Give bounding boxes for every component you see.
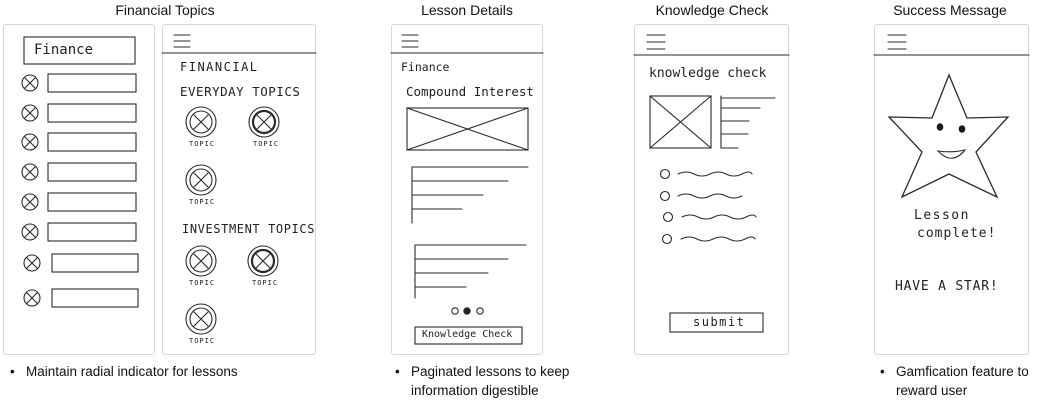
- radio-icon: [661, 170, 670, 179]
- note-text: Maintain radial indicator for lessons: [26, 364, 238, 379]
- topic-button[interactable]: [186, 304, 216, 334]
- question-text-lines: [721, 96, 775, 148]
- hamburger-icon[interactable]: [402, 35, 418, 47]
- image-placeholder: [650, 96, 711, 148]
- hamburger-icon[interactable]: [888, 35, 906, 49]
- topic-button[interactable]: [186, 107, 216, 137]
- success-message-line2: complete!: [917, 226, 997, 241]
- answer-option[interactable]: [663, 235, 756, 244]
- sidebar-item[interactable]: [22, 193, 136, 211]
- knowledge-check-heading: knowledge check: [649, 66, 767, 81]
- sidebar-item[interactable]: [22, 223, 136, 241]
- radio-icon: [664, 213, 673, 222]
- sidebar-list: [22, 74, 138, 307]
- breadcrumb[interactable]: Finance: [401, 60, 450, 74]
- topic-label: TOPIC: [252, 279, 279, 287]
- sidebar-item[interactable]: [22, 104, 136, 122]
- topic-button[interactable]: [186, 165, 216, 195]
- note-financial-topics: [10, 361, 310, 383]
- note-text-line2: reward user: [896, 383, 968, 398]
- note-lesson-details: [395, 361, 595, 403]
- radio-icon: [663, 235, 672, 244]
- sidebar-item[interactable]: [24, 289, 138, 307]
- topic-button[interactable]: [249, 107, 279, 137]
- radio-icon: [661, 192, 670, 201]
- answer-option[interactable]: [661, 170, 753, 179]
- bullet-dot: •: [395, 364, 400, 379]
- title-financial-topics: Financial Topics: [115, 2, 215, 18]
- hamburger-icon[interactable]: [174, 35, 190, 47]
- answer-option[interactable]: [664, 213, 757, 222]
- note-text-line2: information digestible: [411, 383, 539, 398]
- text-block: [412, 167, 528, 223]
- topic-label: TOPIC: [189, 337, 216, 345]
- topic-button[interactable]: [248, 246, 278, 276]
- bullet-dot: •: [10, 364, 15, 379]
- title-knowledge-check: Knowledge Check: [655, 2, 769, 18]
- sidebar-item[interactable]: [22, 133, 136, 151]
- star-smiley-icon: [889, 75, 1008, 197]
- section-heading-everyday-topics: EVERYDAY TOPICS: [180, 84, 301, 99]
- sidebar-item[interactable]: [22, 74, 136, 92]
- sidebar-item[interactable]: [24, 254, 138, 272]
- note-success-message: [880, 361, 1058, 403]
- title-success-message: Success Message: [893, 2, 1007, 18]
- text-block: [415, 245, 526, 298]
- topic-label: TOPIC: [189, 140, 216, 148]
- answer-option[interactable]: [661, 192, 743, 201]
- bullet-dot: •: [880, 364, 885, 379]
- submit-button-label[interactable]: submit: [693, 315, 746, 329]
- sidebar-item[interactable]: [22, 163, 136, 181]
- pagination-dots[interactable]: [452, 308, 483, 314]
- note-text-line1: Paginated lessons to keep: [411, 364, 570, 379]
- note-text-line1: Gamfication feature to: [896, 364, 1029, 379]
- hamburger-icon[interactable]: [647, 35, 665, 49]
- section-heading-investment-topics: INVESTMENT TOPICS: [182, 222, 316, 236]
- lesson-title: Compound Interest: [406, 84, 534, 99]
- section-heading-financial: FINANCIAL: [180, 60, 259, 74]
- topic-label: TOPIC: [189, 198, 216, 206]
- knowledge-check-button-label[interactable]: Knowledge Check: [422, 329, 513, 340]
- topic-label: TOPIC: [189, 279, 216, 287]
- image-placeholder: [407, 108, 528, 150]
- success-message-line1: Lesson: [914, 208, 970, 223]
- title-lesson-details: Lesson Details: [421, 2, 513, 18]
- reward-text: HAVE A STAR!: [895, 279, 999, 294]
- topic-button[interactable]: [186, 246, 216, 276]
- search-text: Finance: [34, 42, 94, 58]
- topic-label: TOPIC: [253, 140, 280, 148]
